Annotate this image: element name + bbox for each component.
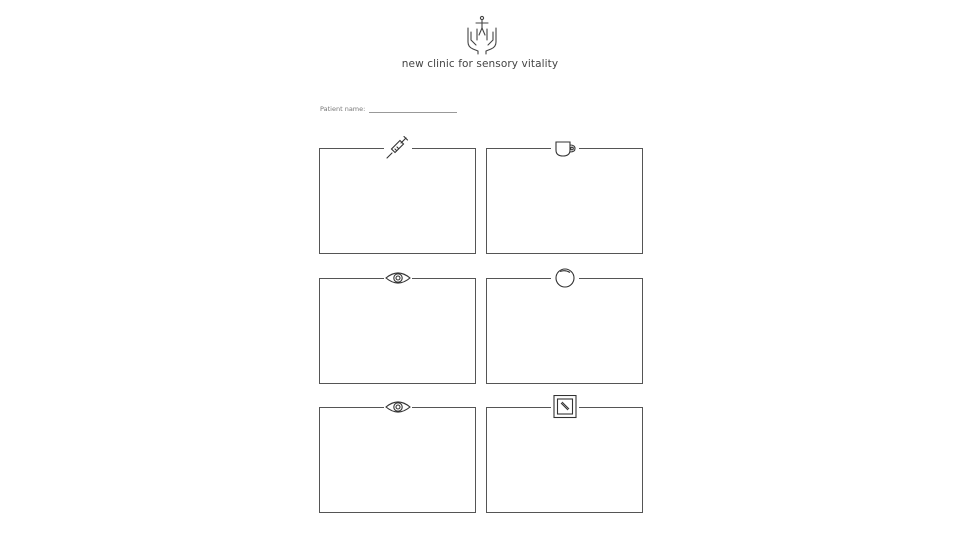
- eye-icon: [384, 395, 412, 419]
- circle-icon: [551, 266, 579, 290]
- coffee-cup-icon: [551, 136, 579, 160]
- note-box-cup[interactable]: [486, 148, 643, 254]
- note-box-eye-1[interactable]: [319, 278, 476, 384]
- hands-person-icon: [462, 14, 502, 56]
- syringe-icon: [384, 136, 412, 160]
- patient-name-label: Patient name:: [320, 105, 366, 113]
- eye-icon: [384, 266, 412, 290]
- note-box-circle[interactable]: [486, 278, 643, 384]
- clinic-title: new clinic for sensory vitality: [401, 58, 559, 70]
- patient-name-field: [320, 104, 457, 113]
- note-box-syringe[interactable]: [319, 148, 476, 254]
- patient-name-line[interactable]: [369, 104, 457, 113]
- note-box-eye-2[interactable]: [319, 407, 476, 513]
- note-box-frame[interactable]: [486, 407, 643, 513]
- framed-picture-icon: [551, 395, 579, 419]
